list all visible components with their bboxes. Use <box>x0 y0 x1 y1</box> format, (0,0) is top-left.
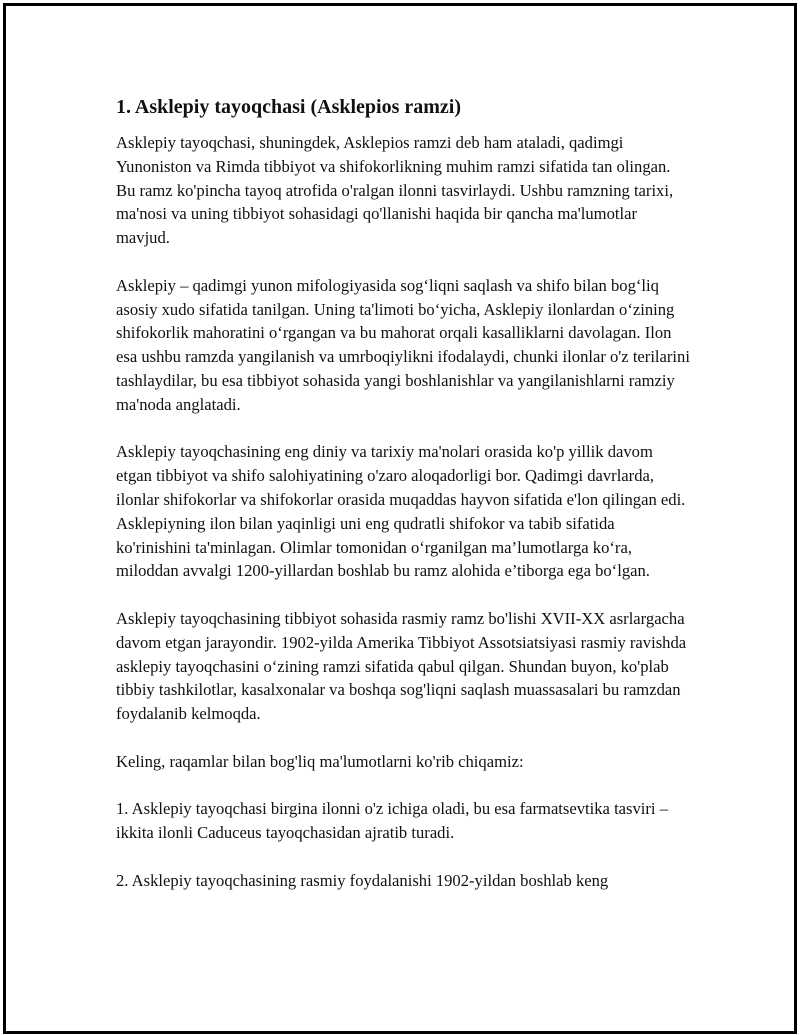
list-item-2: 2. Asklepiy tayoqchasining rasmiy foydalanishi 1902-yildan boshlab keng <box>116 870 609 890</box>
section-heading: 1. Asklepiy tayoqchasi (Asklepios ramzi) <box>116 96 462 118</box>
paragraph-intro: Asklepiy tayoqchasi, shuningdek, Asklepios ramzi deb ham ataladi, qadimgi Yunoniston va Rimda tibbiyot va shifokorlikning muhim ramzi sifatida tan olingan. Bu ramz ko'pincha tayoq atrofida o'ralgan ilonni tasvirlaydi. Ushbu ramzning tarixi, ma'nosi va uning tibbiyot sohasidagi qo'llanishi haqida bir qancha ma'lumotlar mavjud. <box>116 133 674 248</box>
document-body <box>116 96 692 916</box>
paragraph-official-symbol: Asklepiy tayoqchasining tibbiyot sohasida rasmiy ramz bo'lishi XVII-XX asrlargacha davom etgan jarayondir. 1902-yilda Amerika Tibbiyot Assotsiatsiyasi rasmiy ravishda asklepiy tayoqchasini o‘zining ramzi sifatida qabul qilgan. Shundan buyon, ko'plab tibbiy tashkilotlar, kasalxonalar va boshqa sog'liqni saqlash muassasalari bu ramzdan foydalanib kelmoqda. <box>116 608 687 724</box>
paragraph-numbers-intro: Keling, raqamlar bilan bog'liq ma'lumotlarni ko'rib chiqamiz: <box>116 751 524 771</box>
paragraph-mythology: Asklepiy – qadimgi yunon mifologiyasida sog‘liqni saqlash va shifo bilan bog‘liq asosiy xudo sifatida tanilgan. Uning ta'limoti bo‘yicha, Asklepiy ilonlardan o‘zining shifokorlik mahoratini o‘rgangan va bu mahorat orqali kasalliklarni davolagan. Ilon esa ushbu ramzda yangilanish va umrboqiylikni ifodalaydi, chunki ilonlar o'z terilarini tashlaydilar, bu esa tibbiyot sohasida yangi boshlanishlar va yangilanishlarni ramziy ma'noda anglatadi. <box>116 275 690 414</box>
list-item-1: 1. Asklepiy tayoqchasi birgina ilonni o'z ichiga oladi, bu esa farmatsevtika tasviri – ikkita ilonli Caduceus tayoqchasidan ajratib turadi. <box>116 799 668 843</box>
paragraph-history: Asklepiy tayoqchasining eng diniy va tarixiy ma'nolari orasida ko'p yillik davom etgan tibbiyot va shifo salohiyatining o'zaro aloqadorligi bor. Qadimgi davrlarda, ilonlar shifokorlar va shifokorlar orasida muqaddas hayvon sifatida e'lon qilingan edi. Asklepiyning ilon bilan yaqinligi uni eng qudratli shifokor va tabib sifatida ko'rinishini ta'minlagan. Olimlar tomonidan o‘rganilgan ma’lumotlarga ko‘ra, miloddan avvalgi 1200-yillardan boshlab bu ramz alohida e’tiborga ega bo‘lgan. <box>116 442 686 581</box>
